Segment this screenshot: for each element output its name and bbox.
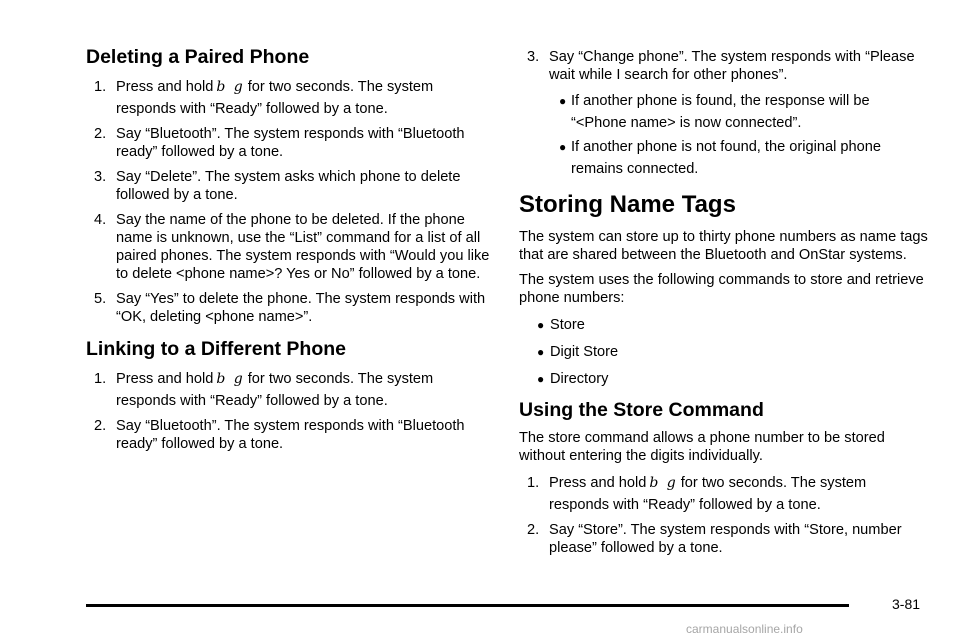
continued-bullets-list xyxy=(519,90,929,180)
store-steps-list xyxy=(519,472,929,557)
step-text: for two seconds. The system responds with “Ready” followed by a tone. xyxy=(549,475,867,513)
phone-button-icon: b g xyxy=(649,475,678,491)
step-text: Say “Store”. The system responds with “Store, number please” followed by a tone. xyxy=(549,522,902,556)
step-text: Say “Delete”. The system asks which phone to delete followed by a tone. xyxy=(116,169,461,203)
bullet-icon: ● xyxy=(559,140,567,154)
step-text: Say “Change phone”. The system responds with “Please wait while I search for other phones”. xyxy=(549,49,915,83)
bullet-text: If another phone is found, the response will be “<Phone name> is now connected”. xyxy=(571,93,870,131)
list-item xyxy=(519,340,929,364)
step-number: 4. xyxy=(94,212,107,228)
footer-rule xyxy=(86,604,849,607)
list-item xyxy=(86,417,496,453)
command-text: Store xyxy=(550,317,585,333)
step-number: 1. xyxy=(94,79,107,95)
step-number: 2. xyxy=(527,522,540,538)
step-text: Say “Yes” to delete the phone. The system responds with “OK, deleting <phone name>”. xyxy=(116,291,486,325)
command-text: Digit Store xyxy=(550,344,619,360)
watermark: carmanualsonline.info xyxy=(686,622,803,636)
list-item xyxy=(519,367,929,391)
step-number: 2. xyxy=(94,418,107,434)
deleting-paired-phone-heading: Deleting a Paired Phone xyxy=(86,46,310,68)
list-item xyxy=(519,48,929,84)
bullet-icon: ● xyxy=(537,372,545,386)
list-item xyxy=(519,313,929,337)
commands-list xyxy=(519,313,929,391)
step-number: 3. xyxy=(527,49,540,65)
bullet-icon: ● xyxy=(537,345,545,359)
left-column xyxy=(86,44,496,453)
list-item xyxy=(86,76,496,120)
bullet-text: If another phone is not found, the original phone remains connected. xyxy=(571,139,881,177)
right-column xyxy=(519,48,929,557)
list-item xyxy=(519,472,929,516)
command-text: Directory xyxy=(550,371,609,387)
list-item xyxy=(86,368,496,412)
bullet-icon: ● xyxy=(537,318,545,332)
step-text: for two seconds. The system responds with “Ready” followed by a tone. xyxy=(116,371,434,409)
step-number: 1. xyxy=(527,475,540,491)
step-text: Say the name of the phone to be deleted. If the phone name is unknown, use the “List” command for a list of all paired phones. The system responds with “Would you like to delete <phone name>? Yes or No” followed by a tone. xyxy=(116,212,490,282)
list-item xyxy=(86,211,496,283)
step-text: Say “Bluetooth”. The system responds with “Bluetooth ready” followed by a tone. xyxy=(116,126,465,160)
storing-paragraph-2: The system uses the following commands to store and retrieve phone numbers: xyxy=(519,272,924,306)
using-store-command-heading: Using the Store Command xyxy=(519,399,764,421)
storing-paragraph-1: The system can store up to thirty phone numbers as name tags that are shared between the Bluetooth and OnStar systems. xyxy=(519,229,928,263)
continued-steps-list xyxy=(519,48,929,84)
step-number: 3. xyxy=(94,169,107,185)
store-paragraph: The store command allows a phone number to be stored without entering the digits individually. xyxy=(519,430,885,464)
list-item xyxy=(86,290,496,326)
delete-steps-list xyxy=(86,76,496,326)
list-item xyxy=(519,136,929,180)
step-number: 2. xyxy=(94,126,107,142)
list-item xyxy=(519,90,929,134)
step-text: for two seconds. The system responds with “Ready” followed by a tone. xyxy=(116,79,434,117)
phone-button-icon: b g xyxy=(216,79,245,95)
bullet-icon: ● xyxy=(559,94,567,108)
list-item xyxy=(86,125,496,161)
phone-button-icon: b g xyxy=(216,371,245,387)
link-steps-list xyxy=(86,368,496,453)
list-item xyxy=(86,168,496,204)
step-text: Press and hold xyxy=(116,79,214,95)
step-number: 5. xyxy=(94,291,107,307)
step-text: Say “Bluetooth”. The system responds with “Bluetooth ready” followed by a tone. xyxy=(116,418,465,452)
storing-name-tags-heading: Storing Name Tags xyxy=(519,191,736,218)
step-text: Press and hold xyxy=(549,475,647,491)
step-text: Press and hold xyxy=(116,371,214,387)
step-number: 1. xyxy=(94,371,107,387)
page-number: 3-81 xyxy=(892,596,921,612)
linking-different-phone-heading: Linking to a Different Phone xyxy=(86,338,347,360)
list-item xyxy=(519,521,929,557)
